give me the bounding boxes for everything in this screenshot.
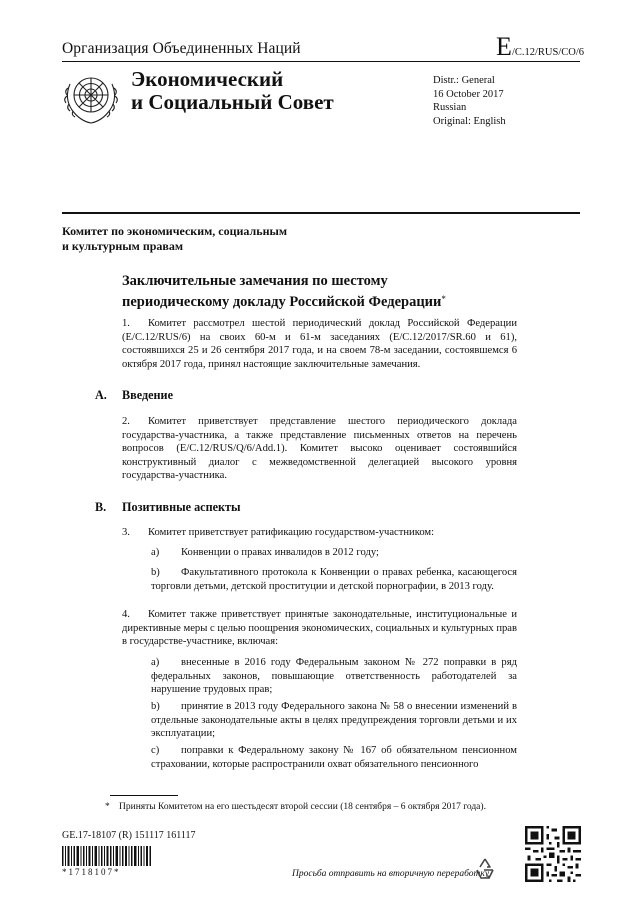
item-text: Факультативного протокола к Конвенции о правах ребенка, касающегося торговли детьми, детской проституции и детской порнографии, в 2013 году. bbox=[151, 567, 517, 592]
paragraph-text: Комитет приветствует представление шестого периодического доклада государства-участника, а также представление письменных ответов на перечень вопросов (E/C.12/RUS/Q/6/Add.1). Комитет высоко оценивает состоявшийся конструктивный диалог с межведомственной делегацией высокого уровня государства-участника. bbox=[122, 416, 517, 481]
title-line-2-text: периодическому докладу Российской Федерации bbox=[122, 294, 442, 310]
distr-line: Distr.: General bbox=[433, 75, 495, 86]
paragraph-number: 3. bbox=[122, 527, 130, 538]
symbol-letter: E bbox=[496, 32, 512, 61]
paragraph-4 bbox=[122, 608, 517, 649]
paragraph-4b bbox=[151, 700, 517, 741]
document-title bbox=[122, 272, 562, 311]
footnote-mark: * bbox=[105, 802, 110, 812]
item-letter: b) bbox=[151, 567, 160, 578]
paragraph-3a bbox=[151, 546, 517, 560]
document-reference: GE.17-18107 (R) 151117 161117 bbox=[62, 830, 196, 841]
item-text: внесенные в 2016 году Федеральным законом № 272 поправки в ряд федеральных законов, повышающие ответственность работодателей за нарушение трудовых прав; bbox=[151, 657, 517, 695]
body-rule bbox=[62, 212, 580, 214]
committee-line-2: и культурным правам bbox=[62, 239, 184, 253]
paragraph-number: 2. bbox=[122, 416, 130, 427]
organization-name: Организация Объединенных Наций bbox=[62, 40, 301, 57]
section-letter: B. bbox=[95, 500, 107, 514]
item-text: принятие в 2013 году Федерального закона № 58 о внесении изменений в отдельные законодательные акты в целях предупреждения торговли детьми и их эксплуатации; bbox=[151, 701, 517, 739]
section-b-heading bbox=[95, 500, 241, 515]
section-title: Введение bbox=[122, 388, 173, 402]
paragraph-number: 1. bbox=[122, 318, 130, 329]
item-letter: a) bbox=[151, 657, 160, 668]
recycle-notice: Просьба отправить на вторичную переработку bbox=[292, 869, 490, 879]
paragraph-number: 4. bbox=[122, 609, 130, 620]
item-text: поправки к Федеральному закону № 167 об обязательном пенсионном страховании, которые распространили охват обязательного пенсионного bbox=[151, 745, 517, 770]
un-emblem-icon bbox=[60, 66, 122, 128]
title-line-1: Заключительные замечания по шестому bbox=[122, 273, 388, 289]
committee-name bbox=[62, 224, 287, 254]
section-letter: A. bbox=[95, 388, 107, 402]
paragraph-2 bbox=[122, 415, 517, 483]
section-title: Позитивные аспекты bbox=[122, 500, 241, 514]
paragraph-text: Комитет также приветствует принятые законодательные, институциональные и директивные меры с целью поощрения экономических, социальных и культурных прав в государстве-участнике, включая: bbox=[122, 609, 517, 647]
footnote bbox=[105, 801, 505, 813]
recycle-icon bbox=[472, 856, 498, 882]
item-text: Конвенции о правах инвалидов в 2012 году; bbox=[181, 547, 379, 558]
paragraph-1 bbox=[122, 317, 517, 371]
original-language-line: Original: English bbox=[433, 115, 506, 127]
footnote-text: Приняты Комитетом на его шестьдесят второй сессии (18 сентября – 6 октября 2017 года). bbox=[119, 802, 486, 812]
item-letter: c) bbox=[151, 745, 160, 756]
section-a-heading bbox=[95, 388, 173, 403]
document-symbol bbox=[496, 32, 584, 62]
council-line-1: Экономический bbox=[131, 67, 284, 91]
footnote-rule bbox=[110, 795, 178, 796]
paragraph-4a bbox=[151, 656, 517, 697]
barcode-number: *1718107* bbox=[62, 867, 121, 877]
council-line-2: и Социальный Совет bbox=[131, 90, 334, 114]
barcode-icon bbox=[62, 846, 152, 866]
paragraph-3 bbox=[122, 526, 517, 540]
paragraph-text: Комитет рассмотрел шестой периодический доклад Российской Федерации (E/C.12/RUS/6) на своих 60-м и 61-м заседаниях (E/C.12/2017/SR.60 и 61), состоявшихся 25 и 26 сентября 2017 года, и на своем 78-м заседании, состоявшемся 6 октября 2017 года, принял настоящие заключительные замечания. bbox=[122, 318, 517, 370]
title-footnote-mark: * bbox=[441, 294, 446, 304]
qr-code-icon bbox=[525, 826, 581, 882]
item-letter: b) bbox=[151, 701, 160, 712]
symbol-code: /C.12/RUS/CO/6 bbox=[511, 47, 584, 58]
committee-line-1: Комитет по экономическим, социальным bbox=[62, 224, 288, 238]
header-rule bbox=[62, 61, 580, 62]
distribution-info bbox=[433, 74, 506, 128]
item-letter: a) bbox=[151, 547, 160, 558]
language-line: Russian bbox=[433, 102, 467, 113]
paragraph-text: Комитет приветствует ратификацию государством-участником: bbox=[148, 527, 435, 538]
paragraph-3b bbox=[151, 566, 517, 593]
council-name bbox=[131, 68, 334, 114]
date-line: 16 October 2017 bbox=[433, 88, 504, 100]
paragraph-4c bbox=[151, 744, 517, 771]
title-line-2 bbox=[122, 290, 562, 311]
